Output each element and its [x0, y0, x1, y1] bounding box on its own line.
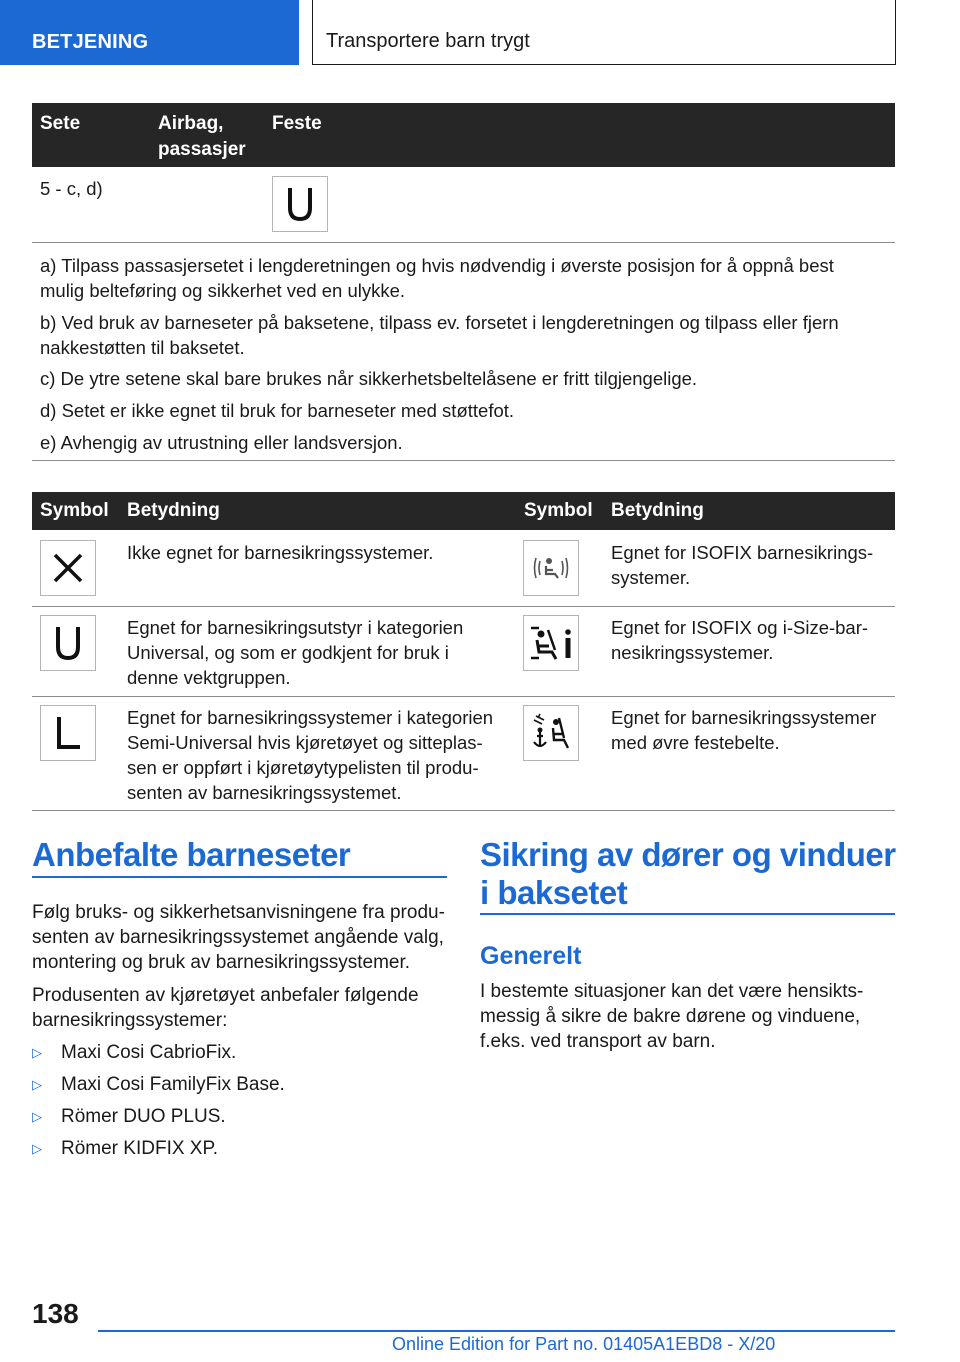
chapter-title-box — [312, 0, 896, 65]
universal-u-icon — [285, 186, 315, 222]
table1-header-airbag: Airbag, passasjer — [158, 113, 246, 160]
isofix-icon — [529, 546, 573, 590]
footer-rule — [98, 1330, 895, 1332]
table2-row3-left-symbol — [40, 705, 96, 761]
table2-row2-right-text: Egnet for ISOFIX og i-Size-bar- nesikringssystemer. — [611, 617, 869, 663]
triangle-bullet-icon: ▷ — [32, 1141, 42, 1156]
table2-row2-left-text: Egnet for barnesikringsutstyr i kategorien Universal, og som er godkjent for bruk i denne vektgruppen. — [127, 617, 464, 688]
section-label: BETJENING — [32, 31, 149, 53]
table1-seat-value: 5 - c, d) — [40, 178, 103, 199]
table2-row1-left-text: Ikke egnet for barnesikringssystemer. — [127, 542, 434, 563]
recommended-seats-para1: Følg bruks- og sikkerhetsanvisningene fra produ- senten av barnesikringssystemet angående valg, montering og bruk av barnesikringssystemer. — [32, 902, 445, 973]
table2-header-meaning-1: Betydning — [127, 500, 220, 521]
table1-feste-symbol — [272, 176, 328, 232]
top-tether-icon — [528, 710, 574, 756]
table1-note-e: e) Avhengig av utrustning eller landsversjon. — [40, 432, 403, 453]
table2-row2-divider — [32, 696, 895, 697]
table2-row3-right-symbol — [523, 705, 579, 761]
table2-row2-right-symbol — [523, 615, 579, 671]
table1-note-d: d) Setet er ikke egnet til bruk for barneseter med støttefot. — [40, 400, 515, 421]
general-subheading: Generelt — [480, 942, 582, 970]
door-window-safety-heading-rule — [480, 913, 895, 915]
list-item-text: Römer KIDFIX XP. — [61, 1138, 218, 1159]
list-item-text: Maxi Cosi FamilyFix Base. — [61, 1074, 285, 1095]
table2-header-symbol-2: Symbol — [524, 500, 593, 521]
section-tab — [0, 0, 299, 65]
list-item-text: Römer DUO PLUS. — [61, 1106, 226, 1127]
table2-row3-right-text: Egnet for barnesikringssystemer med øvre festebelte. — [611, 707, 877, 753]
page-number: 138 — [32, 1298, 79, 1329]
universal-u-icon — [53, 625, 83, 661]
table2-header-symbol-1: Symbol — [40, 500, 109, 521]
list-item-text: Maxi Cosi CabrioFix. — [61, 1042, 237, 1063]
table2-row1-left-symbol — [40, 540, 96, 596]
table1-header — [32, 103, 895, 167]
chapter-title: Transportere barn trygt — [326, 30, 530, 52]
table2-row3-left-text: Egnet for barnesikringssystemer i kategorien Semi-Universal hvis kjøretøyet og sitteplas- sen er oppført i kjøretøytypelisten til produ- senten av barnesikringssystemet. — [127, 707, 494, 803]
footer-edition: Online Edition for Part no. 01405A1EBD8 - X/20 — [392, 1334, 776, 1354]
recommended-seats-heading: Anbefalte barneseter — [32, 836, 351, 873]
triangle-bullet-icon: ▷ — [32, 1045, 42, 1060]
table1-bottom-rule — [32, 460, 895, 461]
table2-bottom-rule — [32, 810, 895, 811]
door-window-safety-heading: Sikring av dører og vinduer i baksetet — [480, 836, 896, 911]
isize-icon — [528, 620, 574, 666]
table1-note-b: b) Ved bruk av barneseter på baksetene, tilpass ev. forsetet i lengderetningen og tilpass eller fjern nakkestøtten til baksetet. — [40, 312, 839, 358]
table1-row-divider — [32, 242, 895, 243]
table2-row1-right-text: Egnet for ISOFIX barnesikrings- systemer. — [611, 542, 874, 588]
table1-note-a: a) Tilpass passasjersetet i lengderetningen og hvis nødvendig i øverste posisjon for å oppnå best mulig belteføring og sikkerhet ved en ulykke. — [40, 255, 834, 301]
general-para: I bestemte situasjoner kan det være hensikts- messig å sikre de bakre dørene og vinduene, f.eks. ved transport av barn. — [480, 981, 864, 1052]
table2-row1-divider — [32, 606, 895, 607]
table1-note-c: c) De ytre setene skal bare brukes når sikkerhetsbeltelåsene er fritt tilgjengelige. — [40, 368, 698, 389]
table1-header-feste: Feste — [272, 113, 322, 134]
table1-header-sete: Sete — [40, 113, 81, 134]
table2-row2-left-symbol — [40, 615, 96, 671]
triangle-bullet-icon: ▷ — [32, 1077, 42, 1092]
recommended-seats-heading-rule — [32, 876, 447, 878]
semi-universal-l-icon — [54, 715, 82, 751]
table2-header — [32, 492, 895, 530]
recommended-seats-para2: Produsenten av kjøretøyet anbefaler følgende barnesikringssystemer: — [32, 985, 419, 1031]
table2-header-meaning-2: Betydning — [611, 500, 704, 521]
table2-row1-right-symbol — [523, 540, 579, 596]
triangle-bullet-icon: ▷ — [32, 1109, 42, 1124]
cross-icon — [52, 552, 84, 584]
